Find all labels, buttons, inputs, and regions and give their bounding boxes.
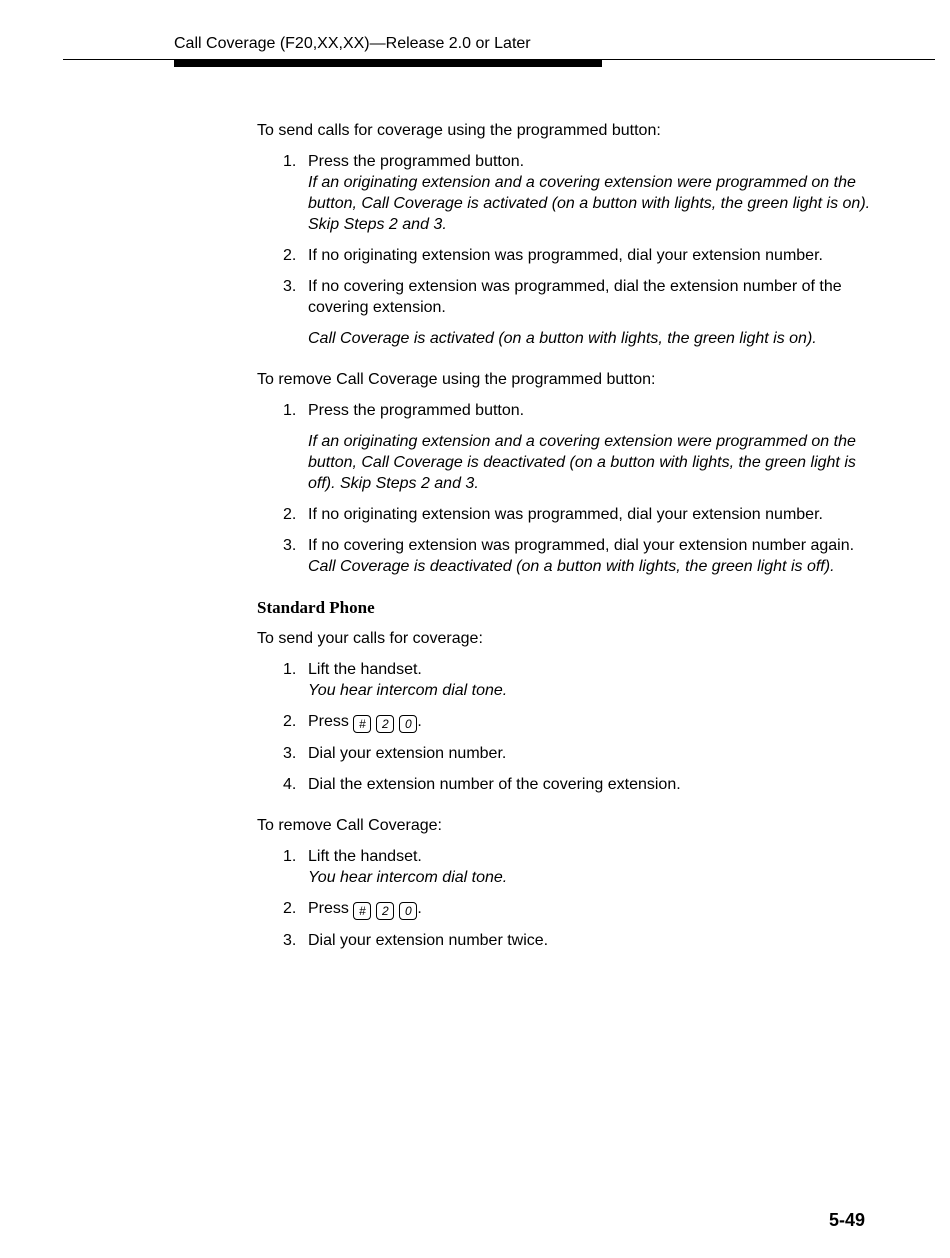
page-body	[257, 120, 877, 961]
step-number: 4.	[283, 776, 297, 793]
step-text: Lift the handset.	[308, 661, 422, 678]
step-text: Dial the extension number of the covering extension.	[308, 776, 681, 793]
intro-remove-standard: To remove Call Coverage:	[257, 817, 442, 834]
step-number: 2.	[283, 900, 297, 917]
step-number: 2.	[283, 506, 297, 523]
pound-key-icon: #	[353, 902, 371, 920]
step-result: You hear intercom dial tone.	[308, 682, 508, 699]
step-text: If no covering extension was programmed, dial your extension number again.	[308, 537, 855, 554]
step-number: 2.	[283, 713, 297, 730]
step-text: Dial your extension number twice.	[308, 932, 549, 949]
step-item	[257, 276, 877, 349]
page-number: 5-49	[829, 1210, 866, 1230]
intro-send-programmed: To send calls for coverage using the programmed button:	[257, 122, 661, 139]
step-number: 3.	[283, 745, 297, 762]
digit-0-key-icon: 0	[399, 715, 417, 733]
step-item	[257, 711, 877, 733]
step-result: Call Coverage is activated (on a button with lights, the green light is on).	[308, 330, 817, 347]
step-item	[257, 930, 877, 951]
step-result: If an originating extension and a covering extension were programmed on the button, Call Coverage is deactivated (on a button with lights, the green light is off). Skip Steps 2 and 3.	[308, 433, 856, 492]
step-result: You hear intercom dial tone.	[308, 869, 508, 886]
steps-remove-programmed	[257, 400, 877, 577]
step-item	[257, 400, 877, 494]
pound-key-icon: #	[353, 715, 371, 733]
step-item	[257, 659, 877, 701]
step-number: 2.	[283, 247, 297, 264]
intro-send-standard: To send your calls for coverage:	[257, 630, 483, 647]
step-number: 1.	[283, 402, 297, 419]
step-text: If no originating extension was programmed, dial your extension number.	[308, 506, 823, 523]
step-item	[257, 743, 877, 764]
steps-send-programmed	[257, 151, 877, 349]
step-end-punctuation: .	[417, 900, 422, 917]
step-text: If no covering extension was programmed, dial the extension number of the covering extension.	[308, 278, 842, 316]
step-number: 3.	[283, 932, 297, 949]
step-text: Press the programmed button.	[308, 153, 525, 170]
section-heading-standard-phone: Standard Phone	[257, 598, 375, 617]
step-number: 3.	[283, 537, 297, 554]
step-item	[257, 151, 877, 235]
digit-2-key-icon: 2	[376, 715, 394, 733]
step-text: Lift the handset.	[308, 848, 422, 865]
steps-remove-standard	[257, 846, 877, 951]
step-item	[257, 535, 877, 577]
step-item	[257, 774, 877, 795]
step-result: Call Coverage is deactivated (on a button with lights, the green light is off).	[308, 558, 835, 575]
step-item	[257, 846, 877, 888]
header-bar	[174, 60, 602, 67]
step-number: 1.	[283, 848, 297, 865]
steps-send-standard	[257, 659, 877, 795]
step-number: 1.	[283, 661, 297, 678]
step-number: 1.	[283, 153, 297, 170]
step-text: Press	[308, 900, 349, 917]
intro-remove-programmed: To remove Call Coverage using the programmed button:	[257, 371, 656, 388]
step-text: Press the programmed button.	[308, 402, 525, 419]
digit-2-key-icon: 2	[376, 902, 394, 920]
step-end-punctuation: .	[417, 713, 422, 730]
running-head: Call Coverage (F20,XX,XX)—Release 2.0 or Later	[174, 35, 531, 52]
step-number: 3.	[283, 278, 297, 295]
step-text: Dial your extension number.	[308, 745, 507, 762]
step-text: Press	[308, 713, 349, 730]
step-item	[257, 245, 877, 266]
step-text: If no originating extension was programmed, dial your extension number.	[308, 247, 823, 264]
step-item	[257, 898, 877, 920]
step-result: If an originating extension and a covering extension were programmed on the button, Call Coverage is activated (on a button with lights, the green light is on). Skip Steps 2 and 3.	[308, 174, 871, 233]
digit-0-key-icon: 0	[399, 902, 417, 920]
step-item	[257, 504, 877, 525]
